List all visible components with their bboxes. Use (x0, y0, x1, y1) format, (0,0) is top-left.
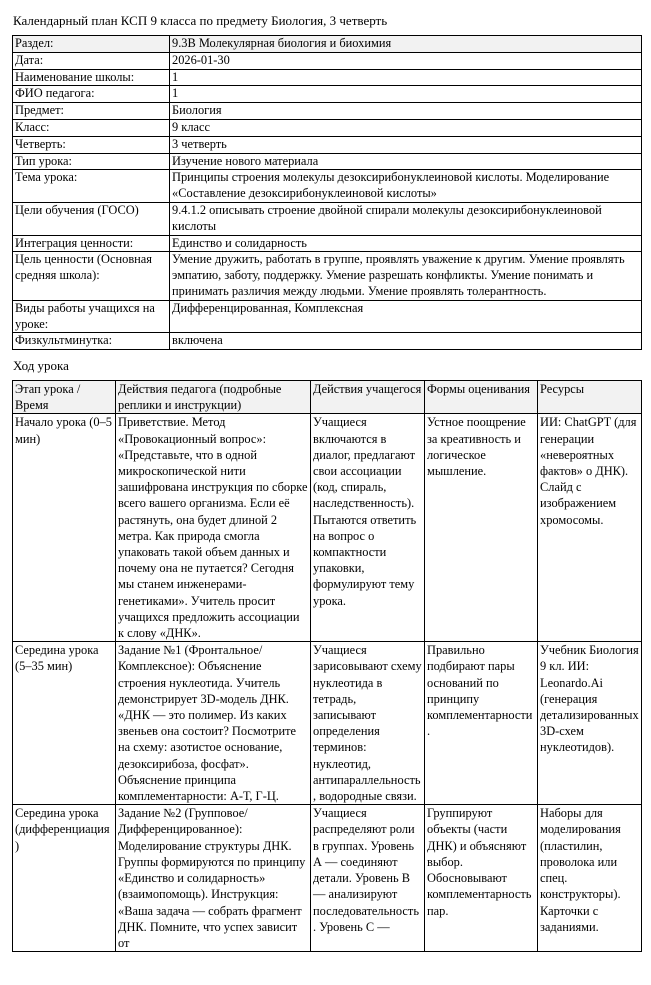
lesson-plan-table (12, 380, 642, 952)
meta-key: Интеграция ценности: (13, 235, 170, 252)
meta-row-date (13, 52, 642, 69)
meta-row-lesson-type (13, 153, 642, 170)
meta-row-subject (13, 103, 642, 120)
meta-value: 9.3В Молекулярная биология и биохимия (170, 36, 642, 53)
table-row (13, 642, 642, 805)
lesson-meta-table (12, 35, 642, 350)
meta-value: 3 четверть (170, 136, 642, 153)
student-actions-cell: Учащиеся распределяют роли в группах. Уровень А — соединяют детали. Уровень В — анализируют последовательность. Уровень С — (311, 805, 425, 952)
teacher-actions-cell: Задание №2 (Групповое/Дифференцированное): Моделирование структуры ДНК. Группы формируются по принципу «Единство и солидарность» (взаимопомощь). Инструкция: «Ваша задача — собрать фрагмент ДНК. Помните, что успех зависит от (116, 805, 311, 952)
meta-key: Раздел: (13, 36, 170, 53)
student-actions-cell: Учащиеся включаются в диалог, предлагают свои ассоциации (код, спираль, наследственность). Пытаются ответить на вопрос о компактности упаковки, формулируют тему урока. (311, 414, 425, 642)
meta-value: Биология (170, 103, 642, 120)
meta-row-value (13, 235, 642, 252)
meta-row-topic (13, 170, 642, 203)
meta-value: Умение дружить, работать в группе, проявлять уважение к другим. Умение проявлять эмпатию, заботу, поддержку. Умение разрешать конфликты. Умение понимать и принимать различия между людьми. Умение проявлять толерантность. (170, 252, 642, 300)
meta-value: Принципы строения молекулы дезоксирибонуклеиновой кислоты. Моделирование «Составление дезоксирибонуклеиновой кислоты» (170, 170, 642, 203)
meta-key: Класс: (13, 119, 170, 136)
teacher-actions-cell: Приветствие. Метод «Провокационный вопрос»: «Представьте, что в одной микроскопической нити зашифрована инструкция по сборке всего вашего организма. Если её растянуть, она будет длиной 2 метра. Как природа смогла упаковать такой объем данных и почему она не путается? Сегодня мы станем инженерами-генетиками». Учитель просит учащихся предложить ассоциации к слову «ДНК». (116, 414, 311, 642)
meta-row-value-goal (13, 252, 642, 300)
meta-row-exercise (13, 333, 642, 350)
column-header: Ресурсы (538, 381, 642, 414)
meta-value: 1 (170, 86, 642, 103)
table-row (13, 414, 642, 642)
stage-cell: Середина урока (дифференциация) (13, 805, 116, 952)
meta-value: Изучение нового материала (170, 153, 642, 170)
meta-key: Тема урока: (13, 170, 170, 203)
resources-cell: ИИ: ChatGPT (для генерации «невероятных фактов» о ДНК). Слайд с изображением хромосомы. (538, 414, 642, 642)
column-header: Действия педагога (подробные реплики и инструкции) (116, 381, 311, 414)
student-actions-cell: Учащиеся зарисовывают схему нуклеотида в тетрадь, записывают определения терминов: нуклеотид, антипараллельность, водородные связи. (311, 642, 425, 805)
assessment-cell: Правильно подбирают пары оснований по принципу комплементарности. (425, 642, 538, 805)
meta-row-goals (13, 202, 642, 235)
meta-row-school (13, 69, 642, 86)
table-header-row (13, 381, 642, 414)
resources-cell: Учебник Биология 9 кл. ИИ: Leonardo.Ai (генерация детализированных 3D-схем нуклеотидов). (538, 642, 642, 805)
assessment-cell: Устное поощрение за креативность и логическое мышление. (425, 414, 538, 642)
meta-key: Дата: (13, 52, 170, 69)
meta-row-class (13, 119, 642, 136)
lesson-progress-label: Ход урока (13, 358, 69, 373)
meta-key: Тип урока: (13, 153, 170, 170)
meta-key: Виды работы учащихся на уроке: (13, 300, 170, 333)
page-title: Календарный план КСП 9 класса по предмету Биология, 3 четверть (13, 13, 388, 28)
meta-row-work-types (13, 300, 642, 333)
meta-row-quarter (13, 136, 642, 153)
column-header: Формы оценивания (425, 381, 538, 414)
meta-key: Наименование школы: (13, 69, 170, 86)
stage-cell: Начало урока (0–5 мин) (13, 414, 116, 642)
meta-key: Цели обучения (ГОСО) (13, 202, 170, 235)
meta-value: включена (170, 333, 642, 350)
table-row (13, 805, 642, 952)
column-header: Действия учащегося (311, 381, 425, 414)
meta-value: 2026-01-30 (170, 52, 642, 69)
meta-key: Предмет: (13, 103, 170, 120)
meta-key: Четверть: (13, 136, 170, 153)
meta-key: Цель ценности (Основная средняя школа): (13, 252, 170, 300)
assessment-cell: Группируют объекты (части ДНК) и объясняют выбор. Обосновывают комплементарность пар. (425, 805, 538, 952)
meta-value: 9 класс (170, 119, 642, 136)
meta-row-teacher (13, 86, 642, 103)
meta-row-section (13, 36, 642, 53)
meta-value: 1 (170, 69, 642, 86)
meta-key: ФИО педагога: (13, 86, 170, 103)
column-header: Этап урока / Время (13, 381, 116, 414)
resources-cell: Наборы для моделирования (пластилин, проволока или спец. конструкторы). Карточки с заданиями. (538, 805, 642, 952)
meta-value: 9.4.1.2 описывать строение двойной спирали молекулы дезоксирибонуклеиновой кислоты (170, 202, 642, 235)
teacher-actions-cell: Задание №1 (Фронтальное/Комплексное): Объяснение строения нуклеотида. Учитель демонстрирует 3D-модель ДНК. «ДНК — это полимер. Из каких звеньев она состоит? Посмотрите на схему: азотистое основание, дезоксирибоза, фосфат». Объяснение принципа комплементарности: А-Т, Г-Ц. (116, 642, 311, 805)
stage-cell: Середина урока (5–35 мин) (13, 642, 116, 805)
meta-value: Дифференцированная, Комплексная (170, 300, 642, 333)
meta-key: Физкультминутка: (13, 333, 170, 350)
meta-value: Единство и солидарность (170, 235, 642, 252)
